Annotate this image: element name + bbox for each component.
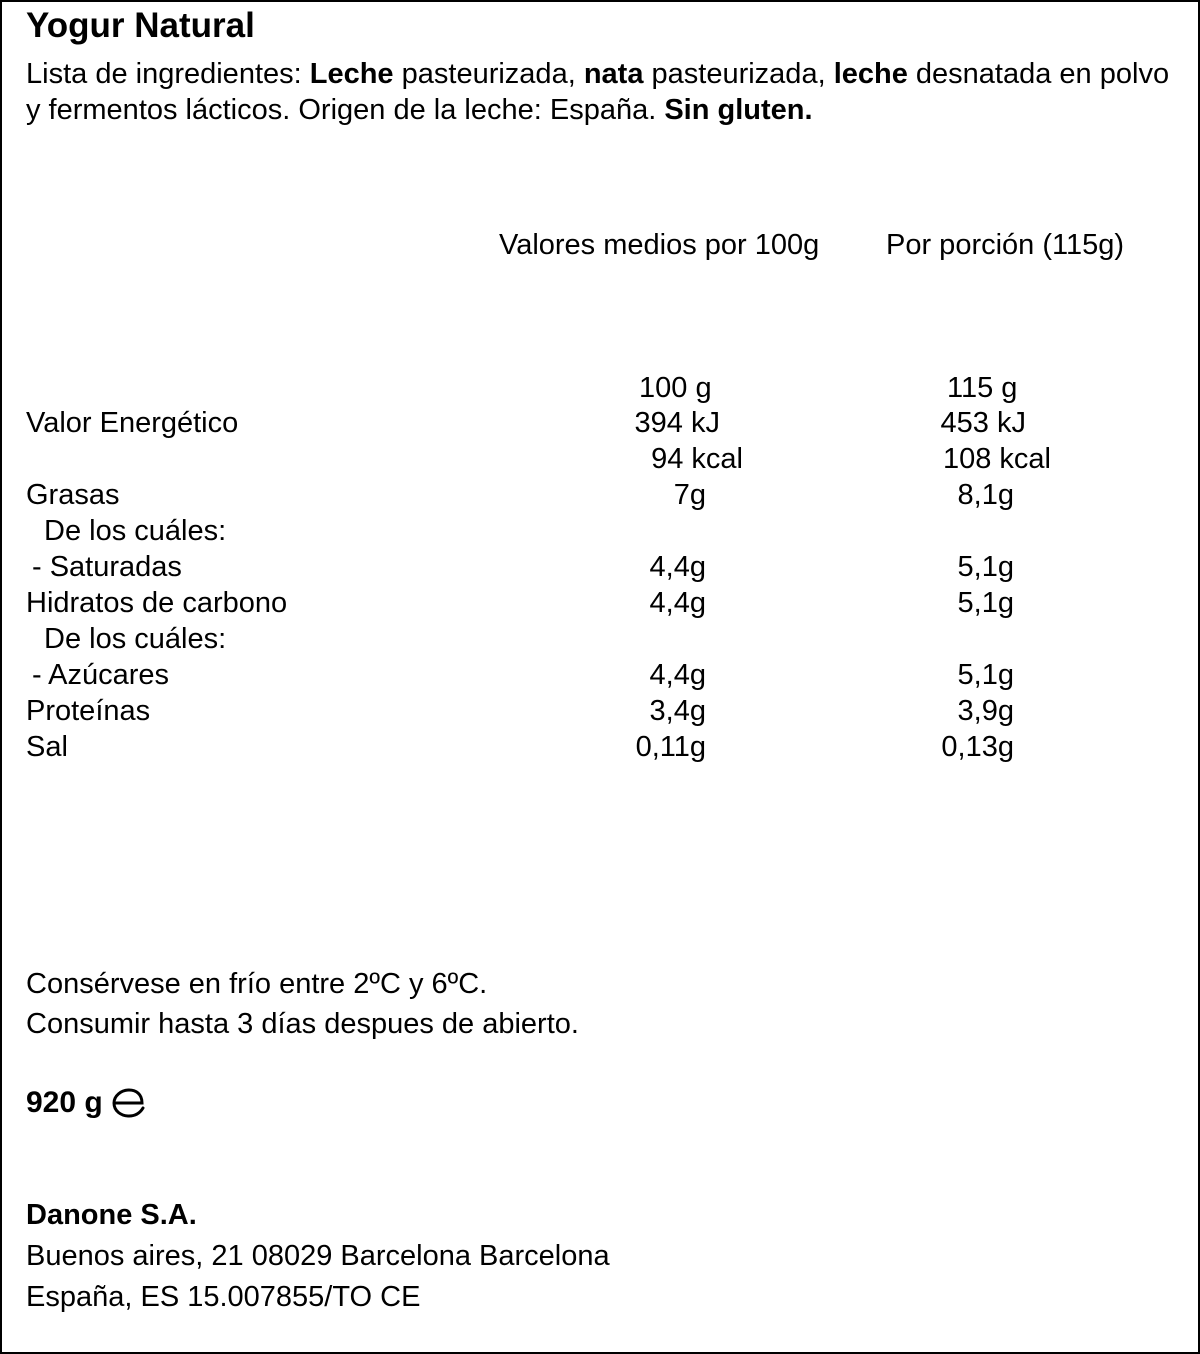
nutrient-sublabel: De los cuáles:	[44, 515, 227, 547]
consumption-instructions: Consumir hasta 3 días despues de abierto.	[26, 1008, 579, 1040]
nutrient-value-per-portion: 5,1g	[957, 587, 1014, 619]
nutrient-value-per-portion: 0,13g	[941, 731, 1014, 763]
column-base-100g: 100 g	[639, 372, 712, 404]
nutrient-value-per-100g: 4,4g	[649, 659, 706, 691]
ingredient-leche-desnatada: leche	[833, 58, 908, 90]
nutrient-label-salt: Sal	[26, 731, 68, 763]
nutrient-label-saturated: - Saturadas	[32, 551, 182, 583]
storage-instructions: Consérvese en frío entre 2ºC y 6ºC.	[26, 968, 488, 1000]
ingredient-nata: nata	[583, 58, 644, 90]
nutrient-value-per-100g: 3,4g	[649, 695, 706, 727]
gluten-free-note: Sin gluten.	[664, 94, 813, 126]
nutrient-label-fat: Grasas	[26, 479, 120, 511]
ingredient-text: pasteurizada,	[643, 58, 834, 90]
nutrient-value-per-100g: 4,4g	[649, 551, 706, 583]
nutrient-value-per-portion: 453 kJ	[940, 407, 1026, 439]
column-header-per-portion: Por porción (115g)	[886, 229, 1125, 261]
nutrient-value-per-100g: 7g	[673, 479, 706, 511]
ingredients-text	[26, 56, 1176, 128]
net-weight-value: 920 g	[26, 1086, 103, 1119]
nutrient-label-sugars: - Azúcares	[32, 659, 169, 691]
nutrient-value-per-100g: 94 kcal	[651, 443, 743, 475]
ingredient-text: desnatada en polvo y fermentos lácticos. Origen de la leche: España.	[26, 58, 1170, 126]
estimated-sign-icon	[111, 1086, 147, 1120]
ingredient-text: pasteurizada,	[393, 58, 584, 90]
nutrient-sublabel: De los cuáles:	[44, 623, 227, 655]
nutrient-value-per-100g: 0,11g	[635, 731, 706, 763]
nutrient-value-per-portion: 8,1g	[957, 479, 1014, 511]
product-title: Yogur Natural	[26, 6, 255, 45]
ingredients-prefix: Lista de ingredientes:	[26, 58, 310, 90]
column-base-115g: 115 g	[947, 372, 1018, 404]
nutrient-value-per-portion: 5,1g	[957, 551, 1014, 583]
nutrient-value-per-portion: 5,1g	[957, 659, 1014, 691]
column-header-per-100g: Valores medios por 100g	[499, 229, 820, 261]
net-weight	[26, 1086, 147, 1120]
nutrient-label-proteins: Proteínas	[26, 695, 151, 727]
nutrient-value-per-portion: 108 kcal	[942, 443, 1051, 475]
company-name: Danone S.A.	[26, 1199, 197, 1231]
nutrient-value-per-100g: 394 kJ	[634, 407, 720, 439]
company-address: Buenos aires, 21 08029 Barcelona Barcelona	[26, 1240, 610, 1272]
nutrient-label-carbohydrates: Hidratos de carbono	[26, 587, 288, 619]
ingredient-leche: Leche	[309, 58, 394, 90]
nutrient-value-per-portion: 3,9g	[957, 695, 1014, 727]
company-registration: España, ES 15.007855/TO CE	[26, 1281, 421, 1313]
nutrient-label-energy: Valor Energético	[26, 407, 239, 439]
nutrient-value-per-100g: 4,4g	[649, 587, 706, 619]
